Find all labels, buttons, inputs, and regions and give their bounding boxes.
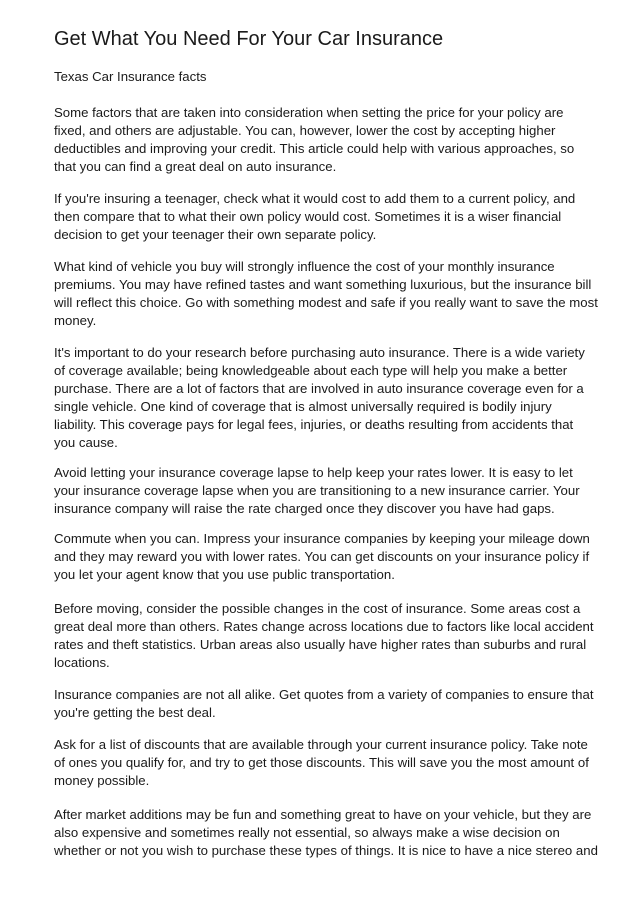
paragraph-line: Before moving, consider the possible changes in the cost of insurance. Some areas cost a <box>54 601 581 616</box>
paragraph-line: fixed, and others are adjustable. You can, however, lower the cost by accepting higher <box>54 123 556 138</box>
paragraph-line: decision to get your teenager their own separate policy. <box>54 227 377 242</box>
paragraph-7 <box>54 600 594 672</box>
paragraph-line: purchase. There are a lot of factors that are involved in auto insurance coverage even for a <box>54 381 584 396</box>
paragraph-line: locations. <box>54 655 110 670</box>
paragraph-line: you're getting the best deal. <box>54 705 216 720</box>
paragraph-line: of coverage available; being knowledgeable about each type will help you make a better <box>54 363 568 378</box>
paragraph-line: whether or not you wish to purchase these types of things. It is nice to have a nice stereo and <box>54 843 598 858</box>
document-subtitle: Texas Car Insurance facts <box>54 69 207 84</box>
paragraph-line: will reflect this choice. Go with something modest and safe if you really want to save the most <box>54 295 598 310</box>
paragraph-line: you cause. <box>54 435 118 450</box>
paragraph-line: great deal more than others. Rates change across locations due to factors like local accident <box>54 619 594 634</box>
paragraph-line: insurance company will raise the rate charged once they discover you have had gaps. <box>54 501 555 516</box>
paragraph-line: rates and theft statistics. Urban areas also usually have higher rates than suburbs and rural <box>54 637 587 652</box>
paragraph-line: What kind of vehicle you buy will strongly influence the cost of your monthly insurance <box>54 259 555 274</box>
paragraph-4 <box>54 344 594 452</box>
paragraph-line: single vehicle. One kind of coverage that is almost universally required is bodily injury <box>54 399 552 414</box>
paragraph-line: It's important to do your research before purchasing auto insurance. There is a wide variety <box>54 345 585 360</box>
paragraph-line: that you can find a great deal on auto insurance. <box>54 159 337 174</box>
paragraph-9 <box>54 736 594 790</box>
paragraph-line: money possible. <box>54 773 150 788</box>
paragraph-line: and they may reward you with lower rates. You can get discounts on your insurance policy if <box>54 549 590 564</box>
paragraph-line: then compare that to what their own policy would cost. Sometimes it is a wiser financial <box>54 209 562 224</box>
paragraph-6 <box>54 530 594 584</box>
paragraph-line: Insurance companies are not all alike. Get quotes from a variety of companies to ensure that <box>54 687 594 702</box>
paragraph-line: Avoid letting your insurance coverage lapse to help keep your rates lower. It is easy to let <box>54 465 573 480</box>
paragraph-10 <box>54 806 598 860</box>
paragraph-line: Some factors that are taken into consideration when setting the price for your policy are <box>54 105 564 120</box>
paragraph-1 <box>54 104 594 176</box>
paragraph-8 <box>54 686 594 722</box>
paragraph-5 <box>54 464 594 518</box>
paragraph-line: of ones you qualify for, and try to get those discounts. This will save you the most amount of <box>54 755 589 770</box>
paragraph-line: also expensive and sometimes really not essential, so always make a wise decision on <box>54 825 560 840</box>
paragraph-line: liability. This coverage pays for legal fees, injuries, or deaths resulting from accidents that <box>54 417 574 432</box>
paragraph-line: Ask for a list of discounts that are available through your current insurance policy. Take note <box>54 737 588 752</box>
paragraph-line: premiums. You may have refined tastes and want something luxurious, but the insurance bill <box>54 277 592 292</box>
paragraph-line: money. <box>54 313 97 328</box>
paragraph-line: your insurance coverage lapse when you are transitioning to a new insurance carrier. Your <box>54 483 580 498</box>
paragraph-line: Commute when you can. Impress your insurance companies by keeping your mileage down <box>54 531 590 546</box>
paragraph-3 <box>54 258 598 330</box>
paragraph-line: If you're insuring a teenager, check what it would cost to add them to a current policy, and <box>54 191 576 206</box>
paragraph-2 <box>54 190 594 244</box>
paragraph-line: After market additions may be fun and something great to have on your vehicle, but they are <box>54 807 592 822</box>
paragraph-line: deductibles and improving your credit. This article could help with various approaches, so <box>54 141 575 156</box>
paragraph-line: you let your agent know that you use public transportation. <box>54 567 395 582</box>
document-title: Get What You Need For Your Car Insurance <box>54 28 444 50</box>
